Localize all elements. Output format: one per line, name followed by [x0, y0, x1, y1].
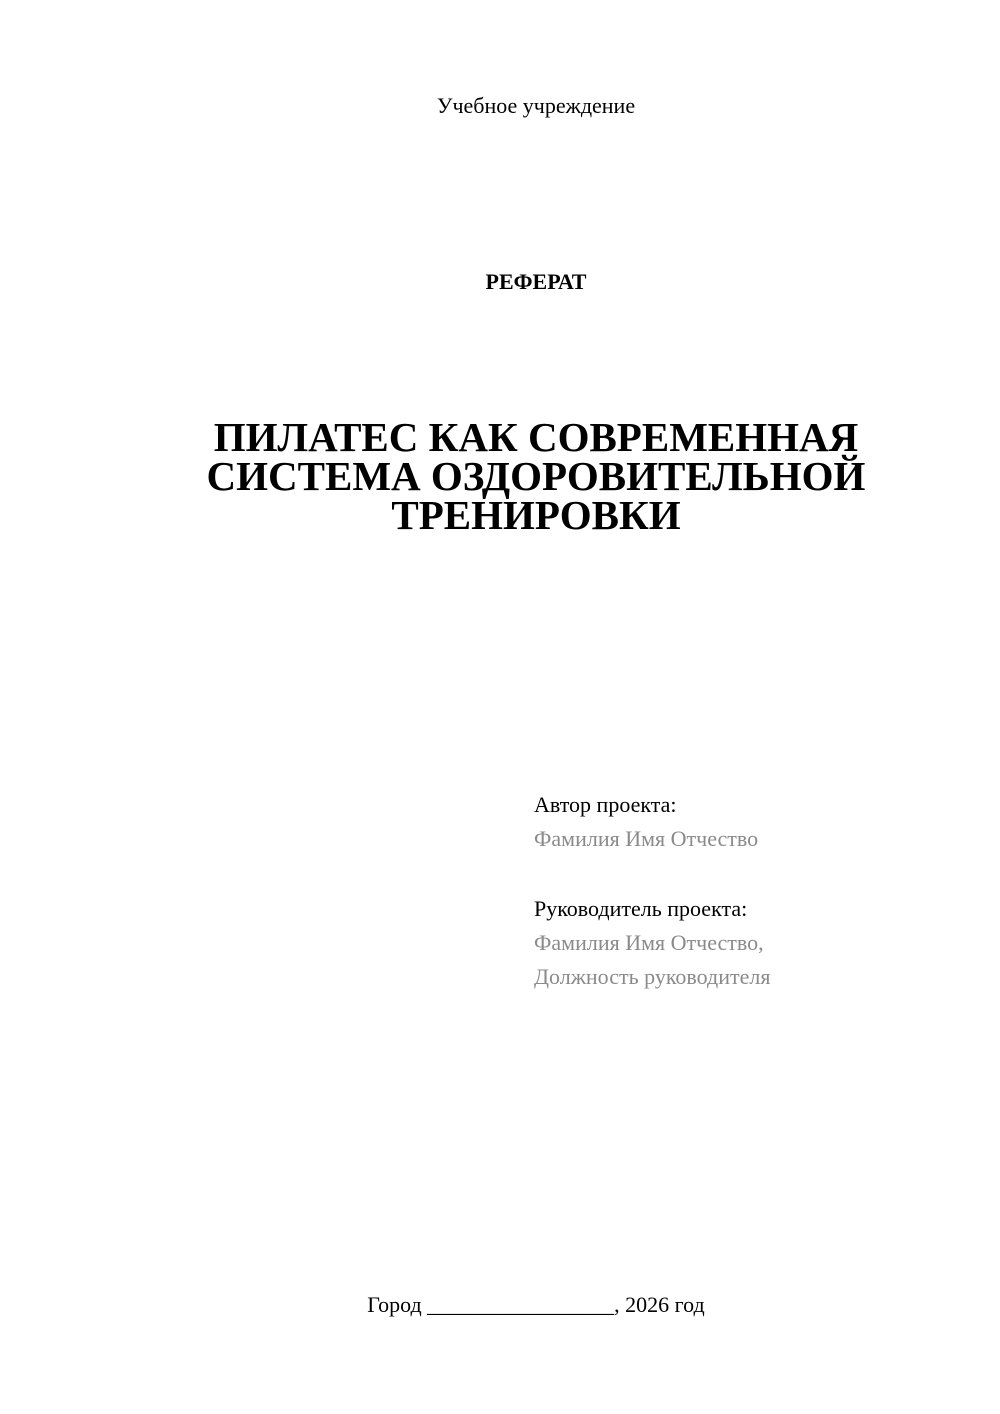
credits-block	[534, 788, 954, 994]
credits-spacer	[534, 856, 954, 892]
institution-name: Учебное учреждение	[436, 93, 636, 118]
year-text: , 2026 год	[614, 1292, 705, 1317]
supervisor-label: Руководитель проекта:	[534, 896, 748, 921]
author-name: Фамилия Имя Отчество	[534, 826, 759, 851]
title-line-3: ТРЕНИРОВКИ	[391, 492, 681, 538]
city-blank: _________________	[427, 1292, 615, 1317]
document-title	[200, 414, 872, 538]
city-label: Город	[367, 1292, 422, 1317]
title-line-2: СИСТЕМА ОЗДОРОВИТЕЛЬНОЙ	[206, 453, 866, 499]
city-year-line	[0, 1290, 1000, 1320]
author-label: Автор проекта:	[534, 792, 677, 817]
title-line-1: ПИЛАТЕС КАК СОВРЕМЕННАЯ	[213, 414, 859, 460]
supervisor-position: Должность руководителя	[534, 964, 771, 989]
document-type: РЕФЕРАТ	[485, 269, 587, 294]
supervisor-name: Фамилия Имя Отчество,	[534, 930, 764, 955]
